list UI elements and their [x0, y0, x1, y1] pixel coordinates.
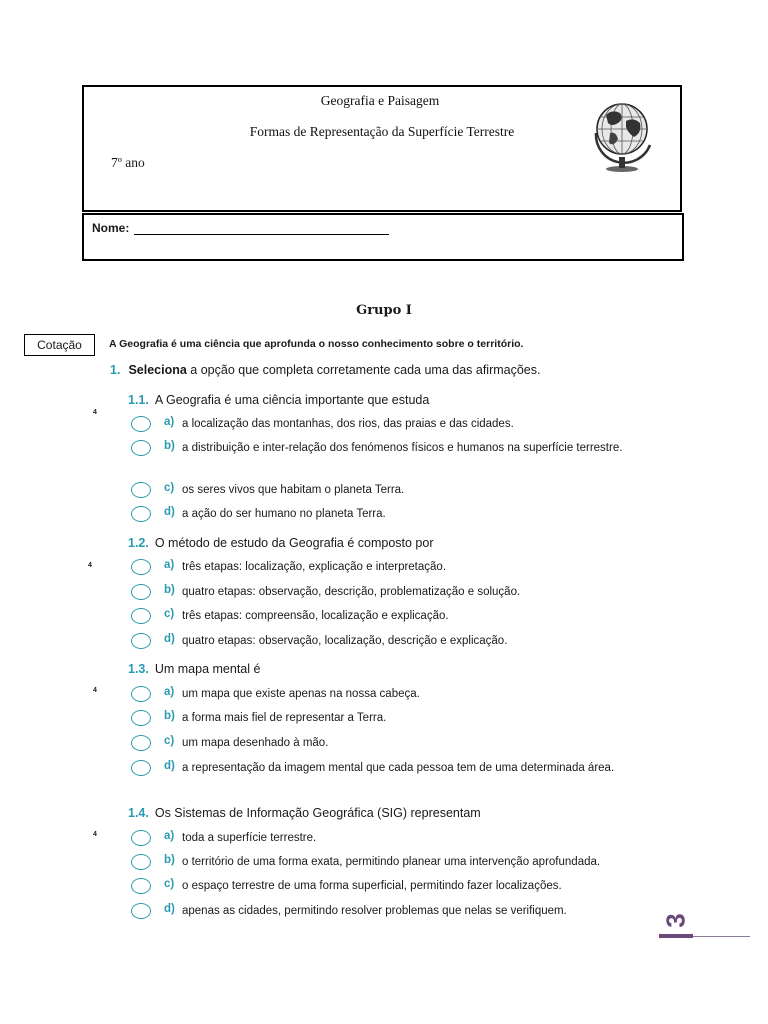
points-value: 4	[93, 409, 97, 416]
option-text: o espaço terrestre de uma forma superficial, permitindo fazer localizações.	[182, 880, 562, 892]
circle-option-icon[interactable]	[131, 416, 151, 432]
option-text: a distribuição e inter-relação dos fenómenos físicos e humanos na superfície terrestre.	[182, 442, 623, 454]
circle-option-icon[interactable]	[131, 584, 151, 600]
circle-option-icon[interactable]	[131, 482, 151, 498]
option-text: um mapa que existe apenas na nossa cabeça.	[182, 688, 420, 700]
group-title: Grupo I	[356, 303, 412, 318]
name-box	[82, 213, 684, 261]
circle-option-icon[interactable]	[131, 830, 151, 846]
circle-option-icon[interactable]	[131, 854, 151, 870]
cotacao-box: Cotação	[24, 334, 95, 356]
option-text: a ação do ser humano no planeta Terra.	[182, 508, 386, 520]
header-year: 7º ano	[111, 155, 145, 170]
option-letter: c)	[164, 608, 175, 620]
option-letter: a)	[164, 416, 175, 428]
option-letter: d)	[164, 903, 175, 915]
option-text: a localização das montanhas, dos rios, das praias e das cidades.	[182, 418, 514, 430]
subquestion-number: 1.3.	[128, 662, 149, 676]
option-letter: d)	[164, 506, 175, 518]
name-label: Nome:	[92, 221, 130, 235]
option-letter: b)	[164, 710, 175, 722]
option-text: quatro etapas: observação, localização, descrição e explicação.	[182, 635, 508, 647]
circle-option-icon[interactable]	[131, 633, 151, 649]
subquestion-1-2	[128, 536, 434, 550]
option-letter: d)	[164, 633, 175, 645]
circle-option-icon[interactable]	[131, 686, 151, 702]
circle-option-icon[interactable]	[131, 878, 151, 894]
option-letter: c)	[164, 735, 175, 747]
subquestion-1-3	[128, 662, 260, 676]
header-box	[82, 85, 682, 212]
circle-option-icon[interactable]	[131, 559, 151, 575]
option-letter: a)	[164, 559, 175, 571]
subquestion-1-4	[128, 806, 481, 820]
subquestion-number: 1.4.	[128, 806, 149, 820]
points-value: 4	[93, 687, 97, 694]
subquestion-number: 1.2.	[128, 536, 149, 550]
option-text: toda a superfície terrestre.	[182, 832, 317, 844]
page-number-bar	[659, 934, 693, 938]
subquestion-text: Os Sistemas de Informação Geográfica (SIG) representam	[154, 806, 481, 820]
option-text: quatro etapas: observação, descrição, problematização e solução.	[182, 586, 521, 598]
circle-option-icon[interactable]	[131, 440, 151, 456]
subquestion-text: A Geografia é uma ciência importante que estuda	[154, 393, 430, 407]
option-text: a representação da imagem mental que cada pessoa tem de uma determinada área.	[182, 762, 615, 774]
question-1	[110, 363, 540, 377]
circle-option-icon[interactable]	[131, 608, 151, 624]
option-letter: c)	[164, 878, 175, 890]
option-text: um mapa desenhado à mão.	[182, 737, 329, 749]
points-value: 4	[93, 831, 97, 838]
option-letter: b)	[164, 440, 175, 452]
option-letter: c)	[164, 482, 175, 494]
subquestion-text: O método de estudo da Geografia é composto por	[154, 536, 434, 550]
option-text: apenas as cidades, permitindo resolver problemas que nelas se verifiquem.	[182, 905, 567, 917]
option-letter: b)	[164, 854, 175, 866]
header-title: Geografia e Paisagem	[320, 93, 440, 108]
page-number: 3	[660, 913, 691, 928]
question-text: a opção que completa corretamente cada uma das afirmações.	[186, 363, 541, 377]
circle-option-icon[interactable]	[131, 760, 151, 776]
header-subtitle: Formas de Representação da Superfície Terrestre	[249, 124, 515, 139]
subquestion-text: Um mapa mental é	[154, 662, 261, 676]
globe-icon	[582, 93, 662, 173]
option-text: três etapas: localização, explicação e interpretação.	[182, 561, 447, 573]
option-text: os seres vivos que habitam o planeta Terra.	[182, 484, 405, 496]
option-text: o território de uma forma exata, permitindo planear uma intervenção aprofundada.	[182, 856, 601, 868]
question-number: 1.	[110, 363, 121, 377]
option-text: a forma mais fiel de representar a Terra.	[182, 712, 387, 724]
intro-text: A Geografia é uma ciência que aprofunda o nosso conhecimento sobre o território.	[109, 338, 524, 350]
option-letter: b)	[164, 584, 175, 596]
option-text: três etapas: compreensão, localização e explicação.	[182, 610, 449, 622]
circle-option-icon[interactable]	[131, 506, 151, 522]
option-letter: a)	[164, 686, 175, 698]
option-letter: a)	[164, 830, 175, 842]
points-value: 4	[88, 562, 92, 569]
question-bold-word: Seleciona	[128, 363, 187, 377]
name-input-line[interactable]	[134, 234, 389, 235]
page-rule	[693, 936, 750, 937]
option-letter: d)	[164, 760, 175, 772]
circle-option-icon[interactable]	[131, 735, 151, 751]
circle-option-icon[interactable]	[131, 710, 151, 726]
subquestion-number: 1.1.	[128, 393, 149, 407]
subquestion-1-1	[128, 393, 429, 407]
circle-option-icon[interactable]	[131, 903, 151, 919]
